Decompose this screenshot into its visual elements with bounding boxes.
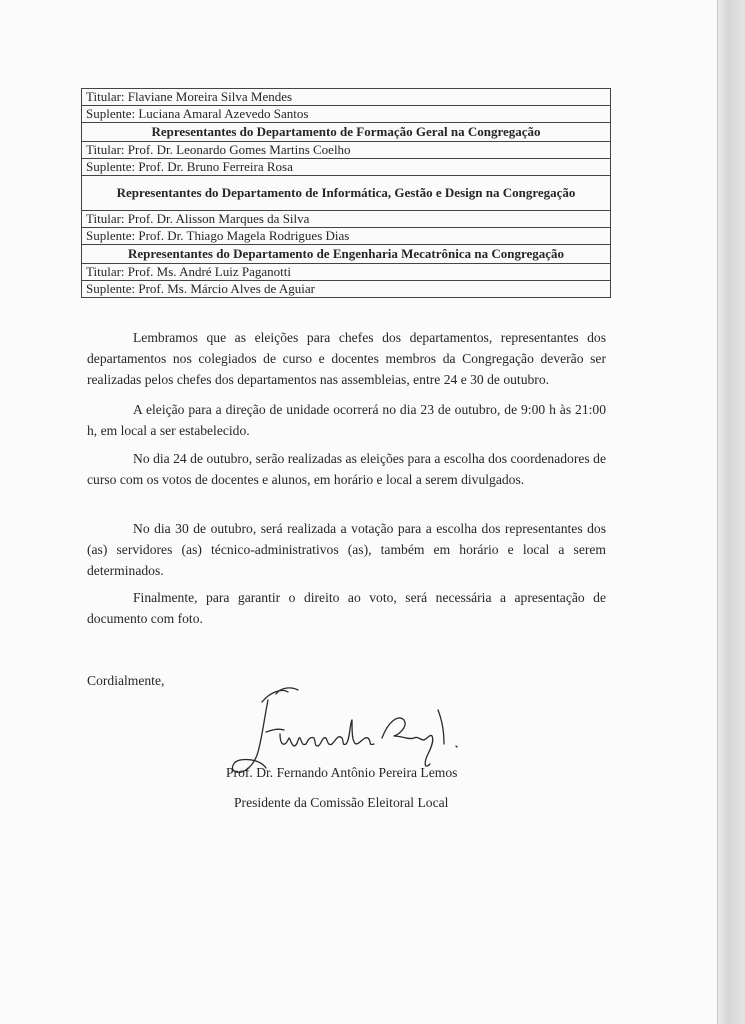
table-cell: Suplente: Prof. Dr. Bruno Ferreira Rosa [82, 159, 611, 176]
table-row [82, 106, 611, 123]
paragraph-elections-coordinators: No dia 24 de outubro, serão realizadas as eleições para a escolha dos coordenadores de curso com os votos de docentes e alunos, em horário e local a serem divulgados. [87, 451, 606, 487]
table-row [82, 228, 611, 245]
section-header-cell: Representantes do Departamento de Formação Geral na Congregação [82, 123, 611, 142]
table-cell: Titular: Prof. Ms. André Luiz Paganotti [82, 264, 611, 281]
paragraph-elections-staff: No dia 30 de outubro, será realizada a votação para a escolha dos representantes dos (as) servidores (as) técnico-administrativos (as), também em horário e local a serem determinados. [87, 521, 606, 578]
page-edge [718, 0, 745, 1024]
table-row [82, 142, 611, 159]
section-header-cell: Representantes do Departamento de Informática, Gestão e Design na Congregação [82, 176, 611, 211]
table-cell: Suplente: Luciana Amaral Azevedo Santos [82, 106, 611, 123]
paragraph-elections-direction: A eleição para a direção de unidade ocorrerá no dia 23 de outubro, de 9:00 h às 21:00 h, em local a ser estabelecido. [87, 402, 606, 438]
table-cell: Suplente: Prof. Dr. Thiago Magela Rodrigues Dias [82, 228, 611, 245]
signer-name: Prof. Dr. Fernando Antônio Pereira Lemos [226, 765, 458, 780]
table-section-header [82, 245, 611, 264]
section-header-cell: Representantes do Departamento de Engenharia Mecatrônica na Congregação [82, 245, 611, 264]
table-row [82, 89, 611, 106]
table-section-header [82, 176, 611, 211]
paragraph-id-document: Finalmente, para garantir o direito ao voto, será necessária a apresentação de documento com foto. [87, 590, 606, 626]
table-row [82, 211, 611, 228]
paragraph-elections-departments: Lembramos que as eleições para chefes dos departamentos, representantes dos departamentos nos colegiados de curso e docentes membros da Congregação deverão ser realizadas pelos chefes dos departamentos nas assembleias, entre 24 e 30 de outubro. [87, 330, 606, 387]
table-cell: Suplente: Prof. Ms. Márcio Alves de Aguiar [82, 281, 611, 298]
table-cell: Titular: Flaviane Moreira Silva Mendes [82, 89, 611, 106]
signer-role: Presidente da Comissão Eleitoral Local [234, 795, 449, 810]
representatives-table [81, 88, 611, 298]
table-section-header [82, 123, 611, 142]
table-cell: Titular: Prof. Dr. Leonardo Gomes Martins Coelho [82, 142, 611, 159]
table-row [82, 264, 611, 281]
table-row [82, 159, 611, 176]
table-cell: Titular: Prof. Dr. Alisson Marques da Silva [82, 211, 611, 228]
table-row [82, 281, 611, 298]
closing-salutation: Cordialmente, [87, 673, 165, 688]
